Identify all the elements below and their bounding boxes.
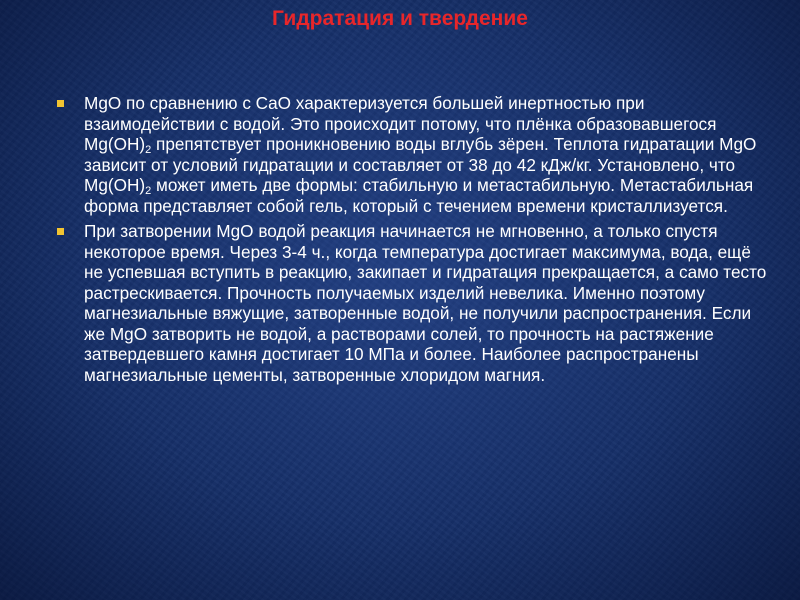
text-segment: MgO по сравнению с CaO характеризуется большей инертностью при взаимодействии с водой. Это происходит потому, что плёнка образовавшегося Mg(OH) bbox=[84, 93, 717, 154]
bullet-square-icon bbox=[57, 100, 64, 107]
subscript-index: 2 bbox=[145, 144, 152, 156]
bullet-square-icon bbox=[57, 228, 64, 235]
slide-title: Гидратация и твердение bbox=[272, 7, 528, 30]
paragraph-mgo-inertness bbox=[50, 93, 772, 216]
subscript-index: 2 bbox=[145, 185, 152, 197]
text-segment: может иметь две формы: стабильную и метастабильную. Метастабильная форма представляет собой гель, который с течением времени кристаллизуется. bbox=[84, 175, 754, 216]
paragraph-mgo-water-mixing bbox=[50, 221, 772, 385]
text-segment: препятствует проникновению воды вглубь зёрен. Теплота гидратации MgO зависит от условий гидратации и составляет от 38 до 42 кДж/кг. Установлено, что Mg(OH) bbox=[84, 134, 757, 195]
paragraph-text: При затворении MgO водой реакция начинается не мгновенно, а только спустя некоторое время. Через 3-4 ч., когда температура достигает максимума, вода, ещё не успевшая вступить в реакцию, закипает и гидратация прекращается, а само тесто растрескивается. Прочность получаемых изделий невелика. Именно поэтому магнезиальные вяжущие, затворенные водой, не получили распространения. Если же MgO затворить не водой, а растворами солей, то прочность на растяжение затвердевшего камня достигает 10 МПа и более. Наиболее распространены магнезиальные цементы, затворенные хлоридом магния. bbox=[84, 221, 767, 385]
slide-content bbox=[50, 93, 772, 390]
